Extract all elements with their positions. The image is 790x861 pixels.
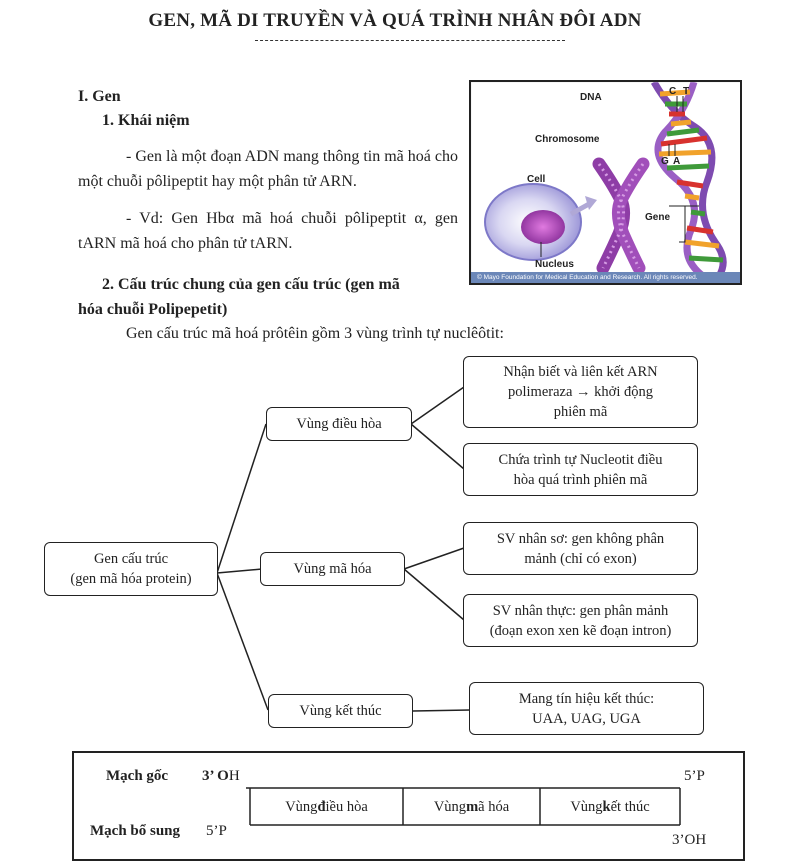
leaf-regulatory-sequence: Chứa trình tự Nucleotit điều hòa quá trình phiên mã <box>463 443 698 496</box>
leaf-prokaryote-gene: SV nhân sơ: gen không phân mảnh (chỉ có exon) <box>463 522 698 575</box>
node-coding-region: Vùng mã hóa <box>260 552 405 586</box>
subsection-heading-concept: 1. Khái niệm <box>102 112 190 129</box>
figure-copyright: © Mayo Foundation for Medical Education and Research. All rights reserved. <box>471 272 740 283</box>
segment-coding: Vùng m ã hóa <box>433 798 510 815</box>
node-regulatory-region: Vùng điều hòa <box>266 407 412 441</box>
page-title: GEN, MÃ DI TRUYỀN VÀ QUÁ TRÌNH NHÂN ĐÔI ADN <box>148 10 642 31</box>
subsection-heading-structure-line2: hóa chuỗi Polipepetit) <box>78 301 228 318</box>
segment-termination: Vùng k ết thúc <box>570 798 650 815</box>
node-termination-region: Vùng kết thúc <box>268 694 413 728</box>
template-strand-label: Mạch gốc <box>106 768 169 784</box>
complementary-3prime-label: 3’OH <box>672 832 707 848</box>
label-base-a: A <box>673 156 681 167</box>
leaf-rna-polymerase-binding: Nhận biết và liên kết ARN polimeraza → khởi động phiên mã <box>463 356 698 428</box>
template-5prime-label: 5’P <box>684 768 705 784</box>
complementary-5prime-label: 5’P <box>206 823 227 839</box>
label-cell: Cell <box>527 174 546 185</box>
template-3prime-label: 3’ OH <box>202 768 240 784</box>
label-dna: DNA <box>580 92 602 103</box>
node-structural-gene: Gen cấu trúc (gen mã hóa protein) <box>44 542 218 596</box>
label-gene: Gene <box>645 212 671 223</box>
leaf-stop-signal: Mang tín hiệu kết thúc: UAA, UAG, UGA <box>469 682 704 735</box>
label-chromosome: Chromosome <box>535 134 600 145</box>
label-base-g: G <box>661 156 669 167</box>
label-base-c: C <box>669 86 677 97</box>
leaf-eukaryote-gene: SV nhân thực: gen phân mảnh (đoạn exon xen kẽ đoạn intron) <box>463 594 698 647</box>
segment-regulatory: Vùng đ iều hòa <box>285 798 368 815</box>
complementary-strand-label: Mạch bổ sung <box>90 823 181 839</box>
structure-intro: Gen cấu trúc mã hoá prôtêin gồm 3 vùng trình tự nuclêôtit: <box>126 325 504 342</box>
concept-paragraph: - Gen là một đoạn ADN mang thông tin mã hoá cho một chuỗi pôlipeptit hay một phân tử ARN. <box>78 148 458 190</box>
subsection-heading-structure-line1: 2. Cấu trúc chung của gen cấu trúc (gen mã <box>102 276 400 293</box>
section-heading-gen: I. Gen <box>78 88 121 105</box>
example-paragraph: - Vd: Gen Hbα mã hoá chuỗi pôlipeptit α, gen tARN mã hoá cho phân tử tARN. <box>78 210 458 252</box>
label-nucleus: Nucleus <box>535 259 574 270</box>
label-base-t: T <box>683 86 690 97</box>
